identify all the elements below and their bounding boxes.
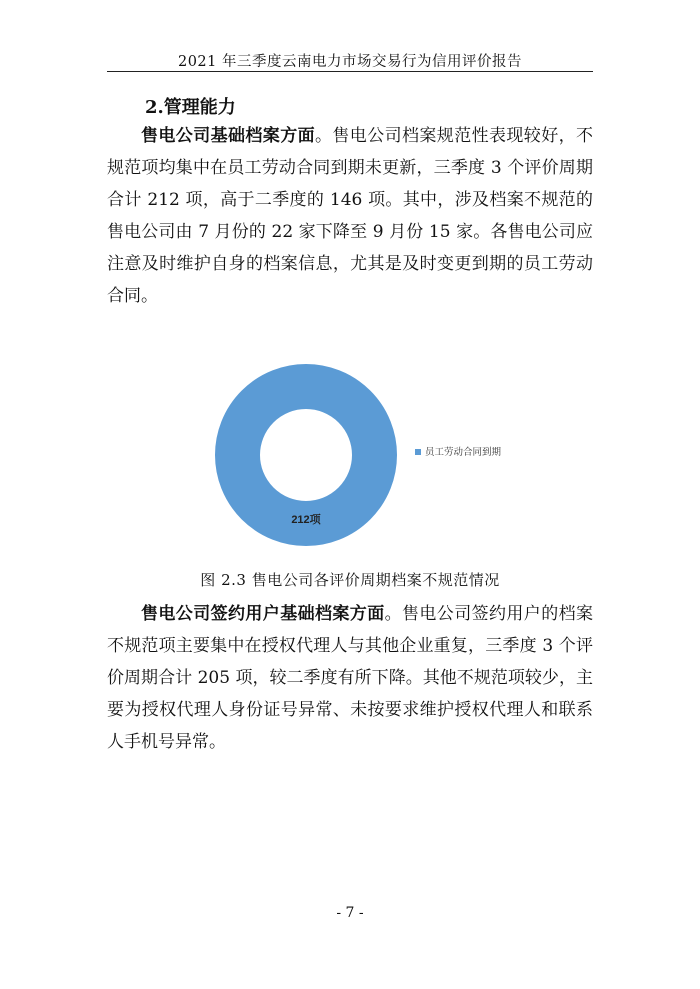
- header-rule: [107, 71, 593, 72]
- paragraph-body: 。售电公司档案规范性表现较好，不规范项均集中在员工劳动合同到期未更新，三季度 3 个评价周期合计 212 项，高于二季度的 146 项。其中，涉及档案不规范的售电公司由 7 月份的 22 家下降至 9 月份 15 家。各售电公司应注意及时维护自身的档案信息，尤其是及时变更到期的员工劳动合同。: [107, 126, 593, 306]
- paragraph-basic-archives: [107, 120, 593, 312]
- paragraph-body: 。售电公司签约用户的档案不规范项主要集中在授权代理人与其他企业重复，三季度 3 个评价周期合计 205 项，较二季度有所下降。其他不规范项较少，主要为授权代理人身份证号异常、未按要求维护授权代理人和联系人手机号异常。: [107, 604, 594, 752]
- page-header-title: 2021 年三季度云南电力市场交易行为信用评价报告: [177, 54, 522, 70]
- paragraph-customer-archives: [107, 598, 593, 758]
- legend-swatch: [415, 449, 421, 455]
- donut-slice: [238, 387, 375, 524]
- legend-label: 员工劳动合同到期: [425, 447, 502, 458]
- paragraph-lead: 售电公司签约用户基础档案方面: [141, 604, 385, 624]
- section-title: 2.管理能力: [145, 97, 236, 118]
- data-label: 212项: [291, 514, 321, 526]
- donut-chart: [200, 355, 520, 555]
- page-number: - 7 -: [336, 905, 364, 921]
- paragraph-lead: 售电公司基础档案方面: [141, 126, 315, 146]
- figure-caption: 图 2.3 售电公司各评价周期档案不规范情况: [200, 571, 500, 589]
